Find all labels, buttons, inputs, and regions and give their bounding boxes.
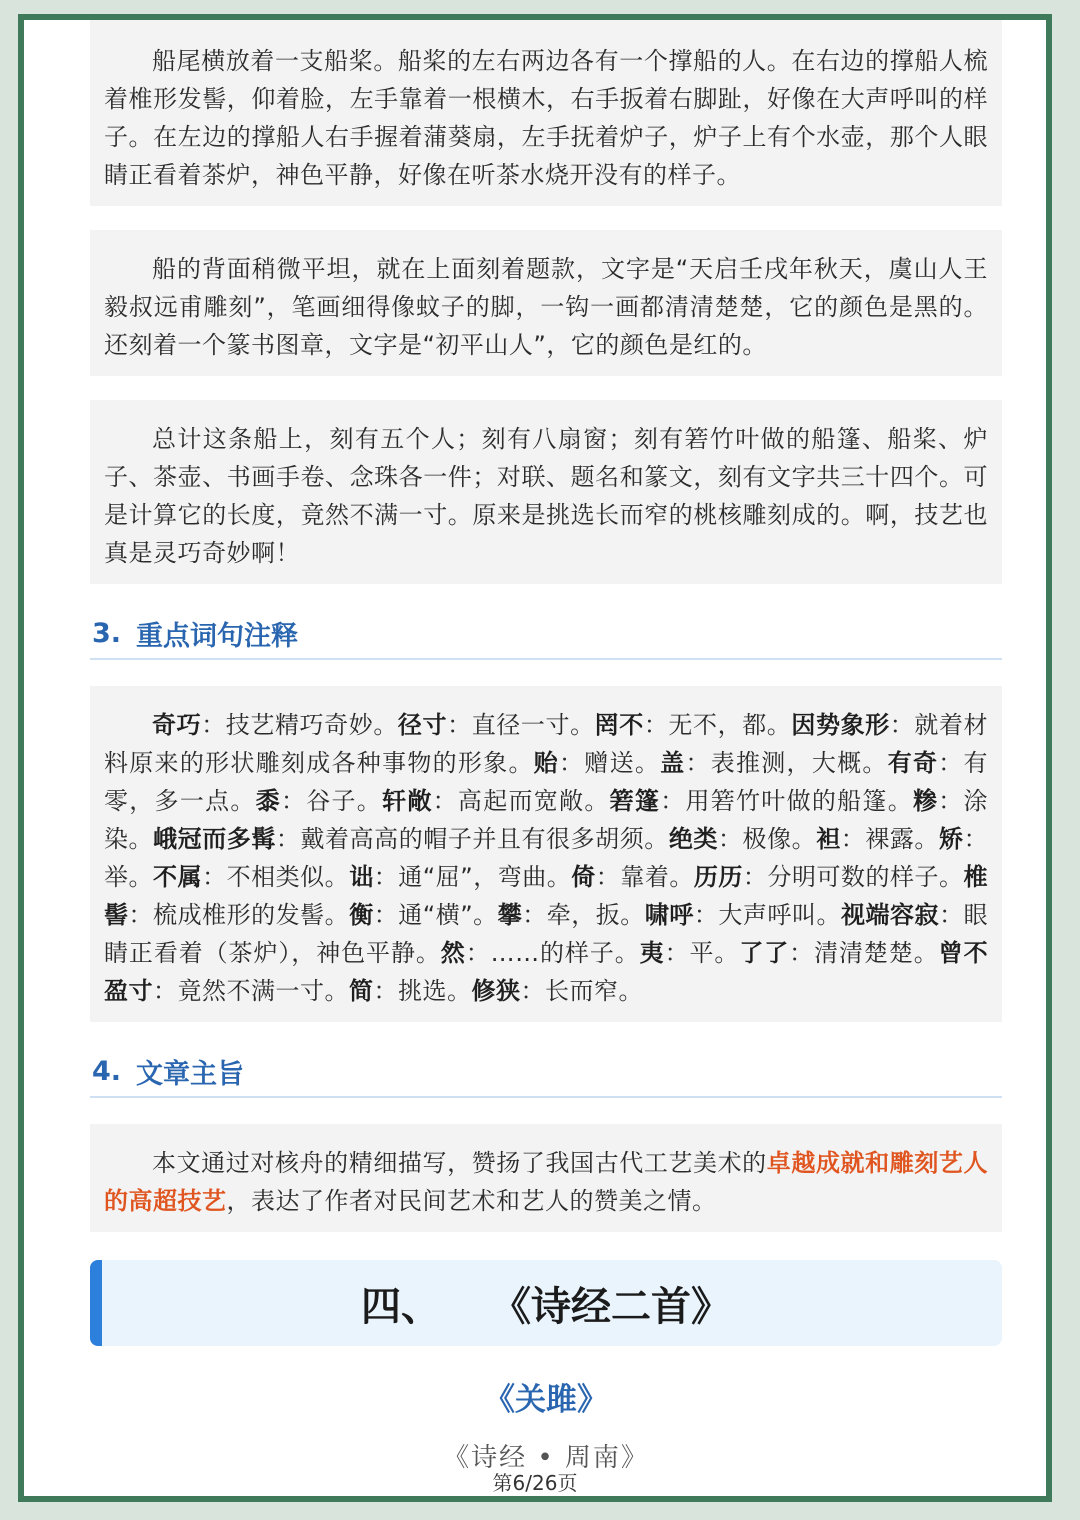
glossary-term: 径寸	[397, 711, 448, 739]
glossary-term: 因势象形	[791, 711, 890, 739]
glossary-definition: ：直径一寸。	[447, 711, 595, 739]
glossary-definition: ：表推测，大概。	[685, 749, 888, 777]
poem-source: 《诗经 • 周南》	[443, 1443, 649, 1473]
paragraph-text: 船尾横放着一支船桨。船桨的左右两边各有一个撑船的人。在右边的撑船人梳着椎形发髻，仰着脸，左手靠着一根横木，右手扳着右脚趾，好像在大声呼叫的样子。在左边的撑船人右手握着蒲葵扇，左手抚着炉子，炉子上有个水壶，那个人眼睛正看着茶炉，神色平静，好像在听茶水烧开没有的样子。	[104, 47, 988, 189]
glossary-definition: ：……的样子。	[465, 939, 640, 967]
glossary-definition: ：技艺精巧奇妙。	[201, 711, 398, 739]
glossary-term: 黍	[255, 787, 281, 815]
glossary-definition: ：通“横”。	[373, 901, 498, 929]
glossary-term: 罔不	[594, 711, 644, 739]
page-content	[90, 20, 1002, 1474]
section-title: 文章主旨	[136, 1058, 244, 1090]
chapter-title: 《诗经二首》	[491, 1283, 731, 1330]
glossary-term: 夷	[639, 939, 665, 967]
glossary-definition: ：大声呼叫。	[693, 901, 841, 929]
glossary-definition: ：涂染。	[104, 787, 989, 853]
glossary-definition: ：挑选。	[373, 977, 472, 1005]
glossary-definition: ：分明可数的样子。	[742, 863, 964, 891]
poem-title: 《关雎》	[484, 1382, 608, 1418]
paragraph-text: 总计这条船上，刻有五个人；刻有八扇窗；刻有箬竹叶做的船篷、船桨、炉子、茶壶、书画手卷、念珠各一件；对联、题名和篆文，刻有文字共三十四个。可是计算它的长度，竟然不满一寸。原来是挑选长而窄的桃核雕刻成的。啊，技艺也真是灵巧奇妙啊！	[104, 425, 988, 567]
glossary-term: 糁	[912, 787, 939, 815]
glossary-definition: ：平。	[664, 939, 740, 967]
glossary-definition: ：极像。	[717, 825, 817, 853]
text-paragraph	[90, 400, 1002, 584]
glossary-definition: ：无不，都。	[643, 711, 792, 739]
glossary-term: 攀	[497, 901, 523, 929]
page-number: 第6/26页	[492, 1471, 578, 1495]
glossary-definition: ：裸露。	[840, 825, 939, 853]
glossary-term: 简	[349, 977, 374, 1005]
chapter-accent-bar	[90, 1260, 102, 1346]
section-heading	[90, 1046, 1002, 1098]
glossary-term: 了了	[739, 939, 790, 967]
glossary-definition: ：谷子。	[280, 787, 383, 815]
text-paragraph	[90, 20, 1002, 206]
glossary-definition: ：就着材料原来的形状雕刻成各种事物的形象。	[104, 711, 989, 777]
glossary-definition: ：高起而宽敞。	[432, 787, 610, 815]
glossary-definition: ：不相类似。	[202, 863, 350, 891]
glossary-term: 箬篷	[609, 787, 661, 815]
theme-text: 本文通过对核舟的精细描写，赞扬了我国古代工艺美术的	[152, 1149, 767, 1177]
text-paragraph	[90, 230, 1002, 376]
section-number: 4.	[92, 1055, 122, 1087]
glossary-definition: ：赠送。	[559, 749, 661, 777]
glossary-definition: ：长而窄。	[520, 977, 643, 1005]
glossary-term: 轩敞	[382, 787, 433, 815]
glossary-term: 诎	[349, 863, 374, 891]
glossary-definition: ：戴着高高的帽子并且有很多胡须。	[275, 825, 669, 853]
section-number: 3.	[92, 617, 122, 649]
glossary-term: 衡	[349, 901, 374, 929]
glossary-term: 视端容寂	[840, 901, 940, 929]
glossary-definition: ：眼睛正看着（茶炉），神色平静。	[104, 901, 989, 967]
glossary-term: 盖	[660, 749, 686, 777]
glossary-term: 奇巧	[152, 711, 202, 739]
theme-highlight: 卓越成就和雕刻艺人的高超技艺	[104, 1149, 989, 1215]
glossary-definition: ：有零，多一点。	[104, 749, 989, 815]
glossary-definition: ：清清楚楚。	[789, 939, 939, 967]
theme-box	[90, 1124, 1002, 1232]
section-heading	[90, 608, 1002, 660]
glossary-term: 然	[440, 939, 466, 967]
glossary-term: 啸呼	[644, 901, 694, 929]
page-frame	[18, 14, 1052, 1502]
glossary-definition: ：用箬竹叶做的船篷。	[660, 787, 913, 815]
glossary-definition: ：举。	[104, 825, 989, 891]
paragraph-text: 船的背面稍微平坦，就在上面刻着题款，文字是“天启壬戌年秋天，虞山人王毅叔远甫雕刻”，笔画细得像蚊子的脚，一钩一画都清清楚楚，它的颜色是黑的。还刻着一个篆书图章，文字是“初平山人”，它的颜色是红的。	[104, 255, 988, 359]
glossary-term: 曾不盈寸	[104, 939, 989, 1005]
theme-text: ，表达了作者对民间艺术和艺人的赞美之情。	[226, 1187, 717, 1215]
glossary-definition: ：靠着。	[595, 863, 694, 891]
glossary-term: 峨冠而多髯	[153, 825, 276, 853]
glossary-term: 有奇	[887, 749, 939, 777]
glossary-definition: ：梳成椎形的发髻。	[128, 901, 350, 929]
glossary-term: 椎髻	[104, 863, 989, 929]
section-title: 重点词句注释	[136, 620, 298, 652]
glossary-term: 修狭	[471, 977, 521, 1005]
glossary-term: 倚	[571, 863, 596, 891]
glossary-term: 不属	[153, 863, 203, 891]
glossary-box	[90, 686, 1002, 1022]
glossary-definition: ：通“屈”，弯曲。	[373, 863, 572, 891]
glossary-term: 历历	[693, 863, 743, 891]
chapter-number: 四、	[361, 1283, 441, 1330]
chapter-banner	[90, 1260, 1002, 1346]
glossary-definition: ：竟然不满一寸。	[153, 977, 349, 1005]
glossary-term: 绝类	[668, 825, 718, 853]
glossary-term: 矫	[939, 825, 964, 853]
glossary-term: 袒	[816, 825, 841, 853]
glossary-term: 贻	[533, 749, 560, 777]
glossary-definition: ：牵，扳。	[522, 901, 645, 929]
